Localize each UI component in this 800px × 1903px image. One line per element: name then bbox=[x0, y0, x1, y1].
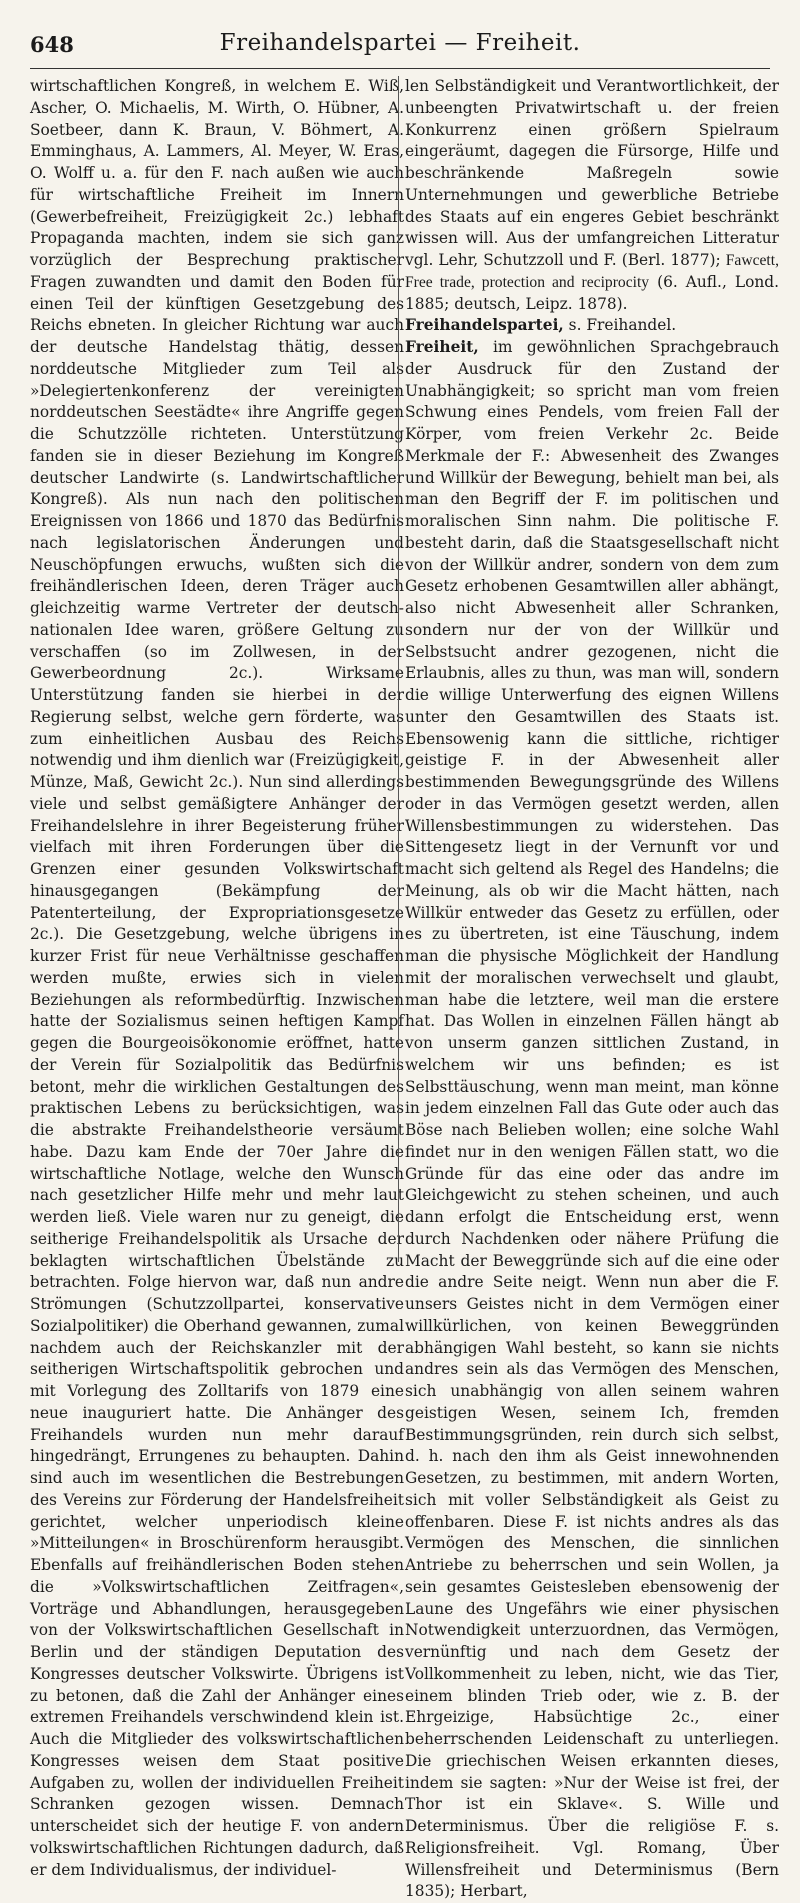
entry-text: im gewöhnlichen Sprachgebrauch der Ausdruck für den Zustand der Unabhängigkeit; so spricht man vom freien Schwung eines Pendels, vom freien Fall der Körper, vom freien Verkehr 2c. Beide Merkmale der F.: Abwesenheit des Zwanges und Willkür der Bewegung, behielt man bei, als man den Begriff der F. im politischen und moralischen Sinn nahm. Die politische F. besteht darin, daß die Staatsgesellschaft nicht von der Willkür andrer, sondern von dem zum Gesetz erhobenen Gesamtwillen aller abhängt, also nicht Abwesenheit aller Schranken, sondern nur der von der Willkür und Selbstsucht andrer gezogenen, nicht die Erlaubnis, alles zu thun, was man will, sondern die willige Unterwerfung des eignen Willens unter den Gesamtwillen des Staats ist. Ebensowenig kann die sittliche, richtiger geistige F. in der Abwesenheit aller bestimmenden Bewegungsgründe des Willens oder in das Vermögen gesetzt werden, allen Willensbestimmungen zu widerstehen. Das Sittengesetz liegt in der Vernunft vor und macht sich geltend als Regel des Handelns; die Meinung, als ob wir die Macht hätten, nach Willkür entweder das Gesetz zu erfüllen, oder es zu übertreten, ist eine Täuschung, indem man die physische Möglichkeit der Handlung mit der moralischen verwechselt und glaubt, man habe die letztere, weil man die erstere hat. Das Wollen in einzelnen Fällen hängt ab von unserm ganzen sittlichen Zustand, in welchem wir uns befinden; es ist Selbsttäuschung, wenn man meint, man könne in jedem einzelnen Fall das Gute oder auch das Böse nach Belieben wollen; eine solche Wahl findet nur in den wenigen Fällen statt, wo die Gründe für das eine oder das andre im Gleichgewicht zu stehen scheinen, und auch dann erfolgt die Entscheidung erst, wenn durch Nachdenken oder nähere Prüfung die Macht der Beweggründe sich auf die eine oder die andre Seite neigt. Wenn nun aber die F. unsers Geistes nicht in dem Vermögen einer willkürlichen, von keinen Beweggründen abhängigen Wahl besteht, so kann sie nichts andres sein als das Vermögen des Menschen, sich unabhängig von allen seinem wahren geistigen Wesen, seinem Ich, fremden Bestimmungsgründen, rein durch sich selbst, d. h. nach den ihm als Geist innewohnenden Gesetzen, zu bestimmen, mit andern Worten, sich mit voller Selbständigkeit als Geist zu offenbaren. Diese F. ist nichts andres als das Vermögen des Menschen, die sinnlichen Antriebe zu beherrschen und sein Wollen, ja sein gesamtes Geistesleben ebensowenig der Laune des Ungefährs wie einer physischen Notwendigkeit unterzuordnen, das Vermögen, vernünftig und nach dem Gesetz der Vollkommenheit zu leben, nicht, wie das Tier, einem blinden Trieb oder, wie z. B. der Ehrgeizige, Habsüchtige 2c., einer beherrschenden Leidenschaft zu unterliegen. Die griechischen Weisen erkannten dieses, indem sie sagten: »Nur der Weise ist frei, der Thor ist ein Sklave«. S. Wille und Determinismus. Über die religiöse F. s. Religionsfreiheit. Vgl. Romang, Über Willensfreiheit und Determinismus (Bern 1835); Herbart, bbox=[405, 338, 779, 1901]
continuation-tail: (6. Aufl., Lond. 1885; deutsch, Leipz. 1878). bbox=[405, 272, 779, 313]
english-title: Fawcett, Free trade, protection and reciprocity bbox=[405, 252, 779, 291]
right-paragraph-continuation bbox=[405, 76, 779, 315]
right-column bbox=[405, 76, 779, 1901]
entry-freiheit bbox=[405, 337, 779, 1903]
entry-headword: Freiheit, bbox=[405, 338, 479, 356]
entry-text: s. Freihandel. bbox=[563, 316, 677, 335]
column-divider bbox=[398, 76, 399, 1262]
page-header bbox=[30, 28, 770, 69]
left-column bbox=[30, 76, 404, 1879]
running-head: Freihandelspartei — Freiheit. bbox=[219, 30, 581, 56]
entry-freihandelspartei bbox=[405, 315, 779, 337]
continuation-text: len Selbständigkeit und Verantwortlichkeit, der unbeengten Privatwirtschaft u. der freien Konkurrenz einen größern Spielraum eingeräumt, dagegen die Fürsorge, Hilfe und beschränkende Maßregeln sowie Unternehmungen und gewerbliche Betriebe des Staats auf ein engeres Gebiet beschränkt wissen will. Aus der umfangreichen Litteratur vgl. Lehr, Schutzzoll und F. (Berl. 1877); bbox=[405, 77, 779, 269]
left-paragraph: wirtschaftlichen Kongreß, in welchem E. Wiß, Ascher, O. Michaelis, M. Wirth, O. Hübner, A. Soetbeer, dann K. Braun, V. Böhmert, A. Emminghaus, A. Lammers, Al. Meyer, W. Eras, O. Wolff u. a. für den F. nach außen wie auch für wirtschaftliche Freiheit im Innern (Gewerbefreiheit, Freizügigkeit 2c.) lebhaft Propaganda machten, indem sie sich ganz vorzüglich der Besprechung praktischer Fragen zuwandten und damit den Boden für einen Teil der künftigen Gesetzgebung des Reichs ebneten. In gleicher Richtung war auch der deutsche Handelstag thätig, dessen norddeutsche Mitglieder zum Teil als »Delegiertenkonferenz der vereinigten norddeutschen Seestädte« ihre Angriffe gegen die Schutzzölle richteten. Unterstützung fanden sie in dieser Beziehung im Kongreß deutscher Landwirte (s. Landwirtschaftlicher Kongreß). Als nun nach den politischen Ereignissen von 1866 und 1870 das Bedürfnis nach legislatorischen Änderungen und Neuschöpfungen erwuchs, wußten sich die freihändlerischen Ideen, deren Träger auch gleichzeitig warme Vertreter der deutsch-nationalen Idee waren, größere Geltung zu verschaffen (so im Zollwesen, in der Gewerbeordnung 2c.). Wirksame Unterstützung fanden sie hierbei in der Regierung selbst, welche gern förderte, was zum einheitlichen Ausbau des Reichs notwendig und ihm dienlich war (Freizügigkeit, Münze, Maß, Gewicht 2c.). Nun sind allerdings viele und selbst gemäßigtere Anhänger der Freihandelslehre in ihrer Begeisterung früher vielfach mit ihren Forderungen über die Grenzen einer gesunden Volkswirtschaft hinausgegangen (Bekämpfung der Patenterteilung, der Expropriationsgesetze 2c.). Die Gesetzgebung, welche übrigens in kurzer Frist für neue Verhältnisse geschaffen werden mußte, erwies sich in vielen Beziehungen als reformbedürftig. Inzwischen hatte der Sozialismus seinen heftigen Kampf gegen die Bourgeoisökonomie eröffnet, hatte der Verein für Sozialpolitik das Bedürfnis betont, mehr die wirklichen Gestaltungen des praktischen Lebens zu berücksichtigen, was die abstrakte Freihandelstheorie versäumt habe. Dazu kam Ende der 70er Jahre die wirtschaftliche Notlage, welche den Wunsch nach gesetzlicher Hilfe mehr und mehr laut werden ließ. Viele waren nur zu geneigt, die seitherige Freihandelspolitik als Ursache der beklagten wirtschaftlichen Übelstände zu betrachten. Folge hiervon war, daß nun andre Strömungen (Schutzzollpartei, konservative Sozialpolitiker) die Oberhand gewannen, zumal nachdem auch der Reichskanzler mit der seitherigen Wirtschaftspolitik gebrochen und mit Vorlegung des Zolltarifs von 1879 eine neue inauguriert hatte. Die Anhänger des Freihandels wurden nun mehr darauf hingedrängt, Errungenes zu behaupten. Dahin sind auch im wesentlichen die Bestrebungen des Vereins zur Förderung der Handelsfreiheit gerichtet, welcher unperiodisch kleine »Mitteilungen« in Broschürenform herausgibt. Ebenfalls auf freihändlerischen Boden stehen die »Volkswirtschaftlichen Zeitfragen«, Vorträge und Abhandlungen, herausgegeben von der Volkswirtschaftlichen Gesellschaft in Berlin und der ständigen Deputation des Kongresses deutscher Volkswirte. Übrigens ist zu betonen, daß die Zahl der Anhänger eines extremen Freihandels verschwindend klein ist. Auch die Mitglieder des volkswirtschaftlichen Kongresses weisen dem Staat positive Aufgaben zu, wollen der individuellen Freiheit Schranken gezogen wissen. Demnach unterscheidet sich der heutige F. von andern volkswirtschaftlichen Richtungen dadurch, daß er dem Individualismus, der individuel- bbox=[30, 77, 404, 1879]
entry-headword: Freihandelspartei, bbox=[405, 316, 564, 335]
page-number: 648 bbox=[30, 32, 74, 57]
